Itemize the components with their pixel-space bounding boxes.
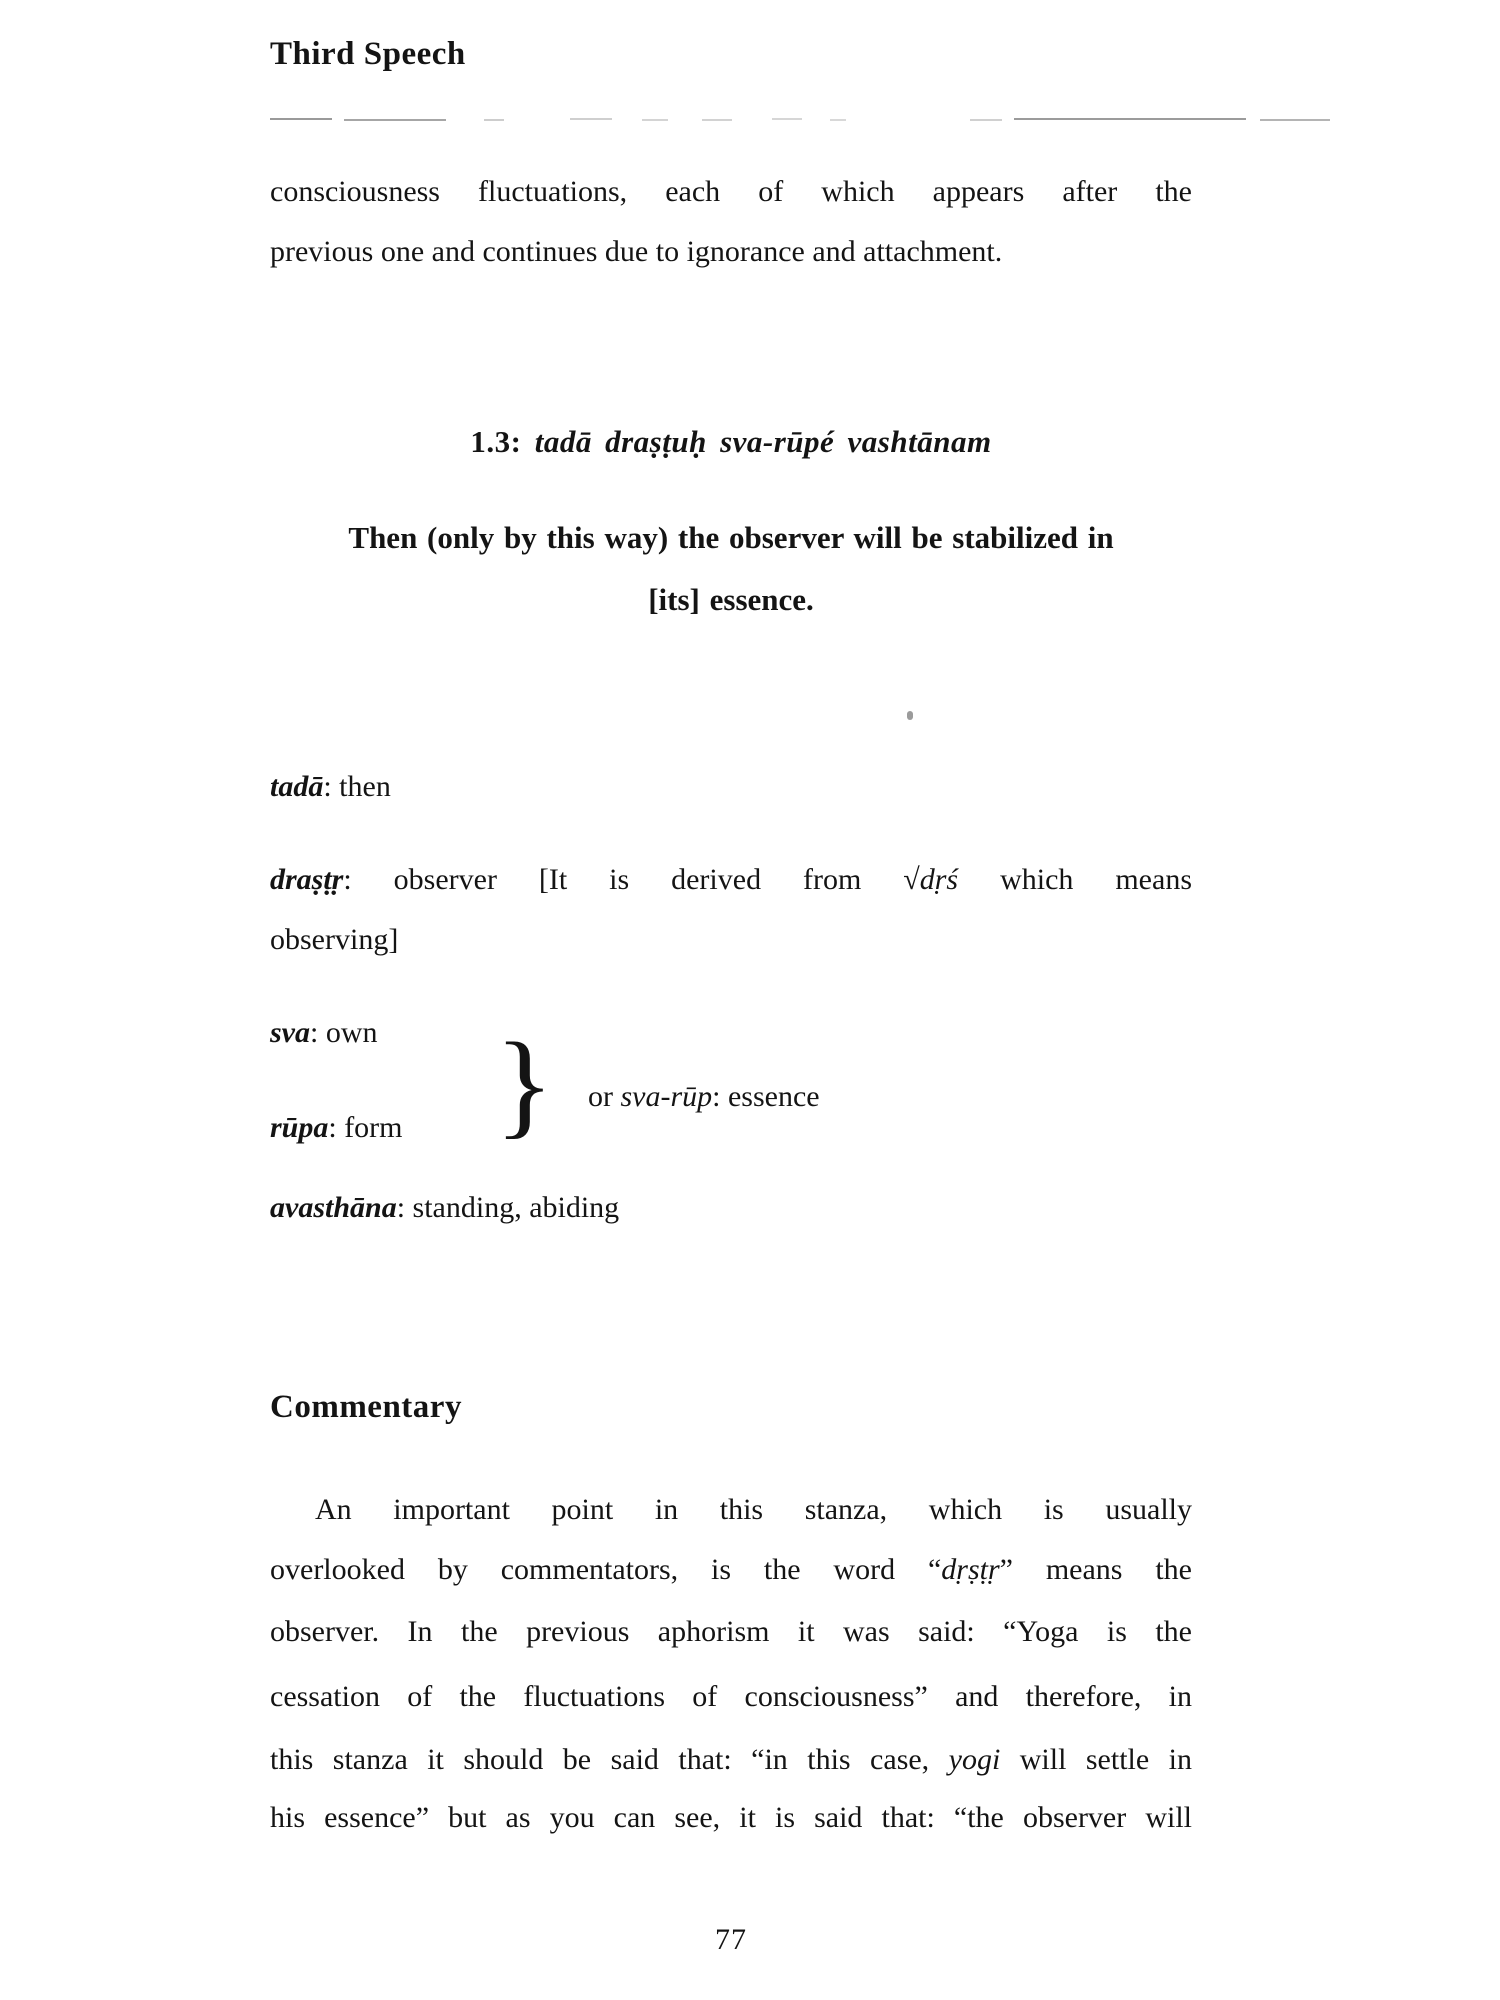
aphorism-number: 1.3: [470,424,535,459]
commentary-line-6: his essence” but as you can see, it is said that: “the observer will [270,1801,1192,1834]
intro-paragraph-line-1: consciousness fluctuations, each of which appears after the [270,175,1192,208]
divider-segment [270,118,332,120]
glossary-entry-avasthana [270,1188,1192,1228]
page-header-title: Third Speech [270,36,466,72]
glossary-term-rupa: rūpa [270,1111,329,1144]
glossary-def-drastr-post: which means [958,863,1192,896]
glossary-entry-drastr-line-1 [270,860,1192,900]
divider-segment [830,119,846,121]
commentary-line-5-italic: yogi [948,1743,1001,1776]
page-number: 77 [715,1923,747,1956]
glossary-term-avasthana: avasthāna [270,1191,397,1224]
scan-speck-artifact [907,711,913,720]
commentary-line-4: cessation of the fluctuations of consciousness” and therefore, in [270,1680,1192,1713]
glossary-combo-word: sva-rūp [620,1080,713,1113]
aphorism-translation-line-2: [its] essence. [648,582,814,617]
divider-segment [570,118,612,120]
glossary-def-drastr-pre: : observer [It is derived from [343,863,904,896]
divider-segment [702,119,732,121]
glossary-combo-pre: or [588,1080,621,1113]
commentary-line-2 [270,1550,1192,1590]
divider-segment [642,119,668,121]
brace-icon: } [494,1018,555,1149]
commentary-line-5 [270,1740,1192,1780]
glossary-def-avasthana: : standing, abiding [396,1191,620,1224]
commentary-line-5-post: will settle in [1000,1743,1192,1776]
glossary-entry-rupa [270,1108,1192,1148]
intro-paragraph-line-2: previous one and continues due to ignorance and attachment. [270,235,1003,268]
glossary-entry-tada [270,767,1192,807]
commentary-line-1: An important point in this stanza, which is usually [315,1493,1192,1526]
commentary-line-2-pre: overlooked by commentators, is the word “ [270,1553,942,1586]
glossary-combo-post: : essence [712,1080,820,1113]
commentary-heading: Commentary [270,1389,462,1425]
glossary-def-rupa: : form [328,1111,403,1144]
divider-line [270,118,1330,122]
divider-segment [344,119,446,121]
commentary-line-3: observer. In the previous aphorism it was said: “Yoga is the [270,1615,1192,1648]
commentary-line-2-italic: dṛṣṭṛ [941,1553,1000,1586]
divider-segment [1014,118,1246,120]
glossary-term-sva: sva [270,1016,310,1049]
divider-segment [772,118,802,120]
glossary-term-tada: tadā [270,770,324,803]
commentary-line-2-post: ” means the [999,1553,1192,1586]
commentary-line-5-pre: this stanza it should be said that: “in this case, [270,1743,949,1776]
divider-segment [1260,119,1330,121]
glossary-term-drastr: draṣṭṛ [270,863,344,896]
aphorism-translation-line-1: Then (only by this way) the observer will be stabilized in [348,520,1114,555]
glossary-def-sva: : own [310,1016,378,1049]
glossary-def-tada: : then [323,770,391,803]
aphorism-sanskrit: tadā draṣṭuḥ sva-rūpé vashtānam [534,424,992,459]
divider-segment [970,119,1002,121]
glossary-entry-sva [270,1013,1192,1053]
glossary-root-drs: √dṛś [903,863,959,896]
aphorism-heading [270,421,1192,463]
divider-segment [484,119,504,121]
glossary-entry-drastr-line-2: observing] [270,923,399,956]
